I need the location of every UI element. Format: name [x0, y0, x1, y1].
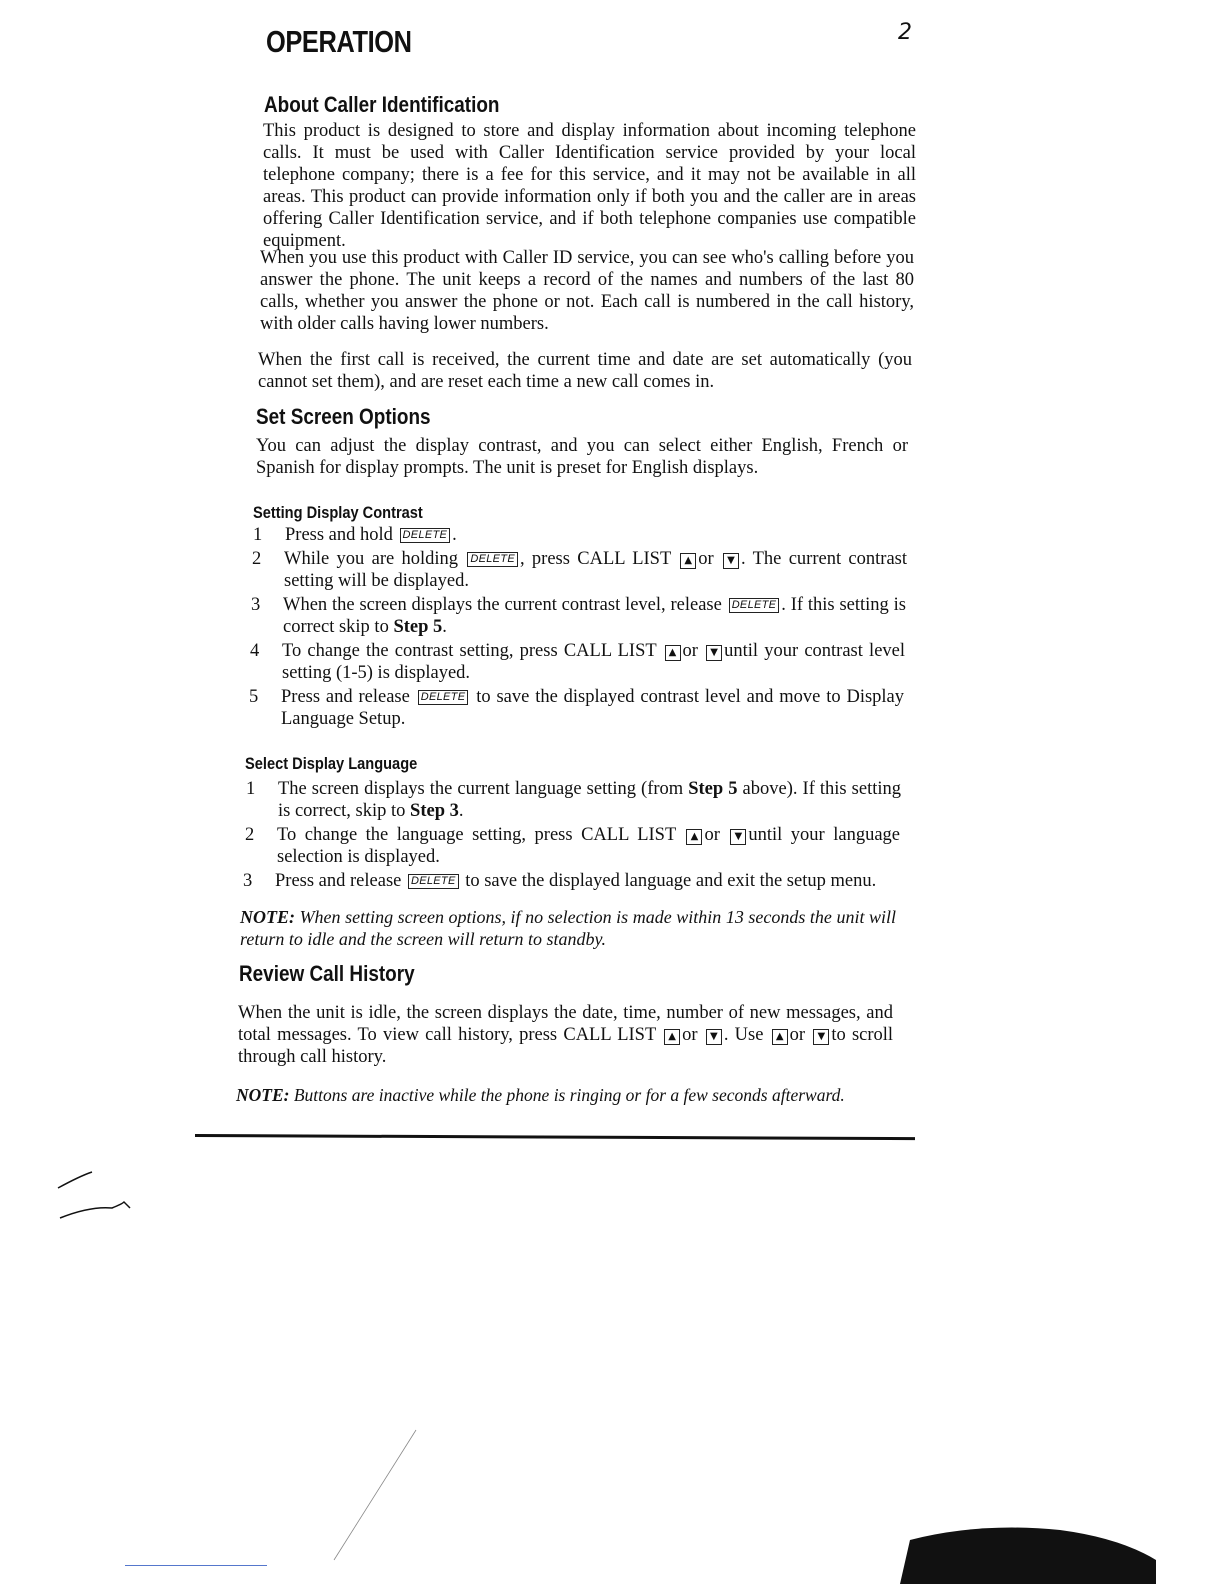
- step-text: To change the language setting, press CALL LIST: [277, 825, 676, 845]
- step-text: to save the displayed contrast level and move to Display Language Setup.: [281, 687, 905, 729]
- screen-options-note: [240, 906, 896, 950]
- contrast-step-1: [253, 524, 908, 546]
- screen-options-heading: Set Screen Options: [256, 404, 431, 429]
- paragraph-text: or: [789, 1025, 806, 1045]
- step-text: . If this setting is correct skip to: [283, 595, 906, 637]
- note-label: NOTE:: [240, 907, 295, 927]
- note-text: Buttons are inactive while the phone is ringing or for a few seconds afterward.: [293, 1085, 845, 1105]
- caller-id-paragraph-2: When you use this product with Caller ID service, you can see who's calling before you answer the phone. The unit keeps a record of the names and numbers of the last 80 calls, whether you answer the phone or not. Each call is numbered in the call history, with older calls having lower numbers.: [260, 248, 914, 334]
- step-reference: Step 5: [393, 617, 443, 637]
- step-reference: Step 5: [688, 779, 738, 799]
- contrast-step-5: [249, 686, 904, 730]
- step-text: To change the contrast setting, press CALL LIST: [282, 641, 657, 661]
- caller-id-paragraph-3: When the first call is received, the current time and date are set automatically (you cannot set them), and are reset each time a new call comes in.: [258, 350, 912, 392]
- step-text: While you are holding: [284, 549, 459, 569]
- step-text: . The current contrast setting will be displayed.: [284, 549, 907, 591]
- step-text: .: [458, 801, 464, 821]
- page-number: 2: [898, 20, 912, 45]
- step-text: to save the displayed language and exit the setup menu.: [465, 871, 877, 891]
- down-arrow-key-icon: ▼: [706, 645, 722, 661]
- step-number: 2: [252, 549, 262, 569]
- down-arrow-key-icon: ▼: [723, 553, 739, 569]
- call-history-note: [236, 1084, 896, 1106]
- caller-id-paragraph-1: This product is designed to store and display information about incoming telephone calls. It must be used with Caller Identification service provided by your local telephone company; there is a fee for this service, and it may not be available in all areas. This product can provide information only if both you and the caller are in areas offering Caller Identification service, and if both telephone companies use compatible equipment.: [263, 121, 916, 251]
- step-number: 3: [243, 871, 253, 891]
- section-divider: [195, 1134, 915, 1140]
- step-text: or: [704, 825, 720, 845]
- step-text: above). If this setting is correct, skip to: [278, 779, 902, 821]
- delete-key-icon: DELETE: [418, 690, 469, 705]
- up-arrow-key-icon: ▲: [686, 829, 702, 845]
- step-text: Press and release: [275, 871, 402, 891]
- step-number: 4: [250, 641, 260, 661]
- scan-shadow-icon: [860, 1500, 1160, 1584]
- language-step-3: [243, 870, 898, 892]
- down-arrow-key-icon: ▼: [706, 1029, 722, 1045]
- contrast-step-2: [252, 548, 907, 592]
- up-arrow-key-icon: ▲: [664, 1029, 680, 1045]
- up-arrow-key-icon: ▲: [680, 553, 696, 569]
- call-history-heading: Review Call History: [239, 961, 415, 986]
- step-text: The screen displays the current language setting (from: [278, 779, 684, 799]
- call-history-paragraph: [238, 1002, 893, 1068]
- delete-key-icon: DELETE: [408, 874, 459, 889]
- step-text: or: [698, 549, 714, 569]
- step-number: 5: [249, 687, 259, 707]
- step-number: 1: [253, 525, 263, 545]
- step-text: until your language selection is displayed.: [277, 825, 901, 867]
- step-number: 3: [251, 595, 261, 615]
- note-label: NOTE:: [236, 1085, 290, 1105]
- scan-underline: [125, 1565, 267, 1566]
- step-text: , press CALL LIST: [519, 549, 671, 569]
- step-text: Press and release: [281, 687, 410, 707]
- page-title: OPERATION: [266, 24, 412, 59]
- contrast-step-3: [251, 594, 906, 638]
- step-text: Press and hold: [285, 525, 393, 545]
- paragraph-text: to scroll through call history.: [238, 1025, 894, 1067]
- caller-id-heading: About Caller Identification: [264, 92, 500, 117]
- display-language-heading: Select Display Language: [245, 754, 418, 773]
- language-step-2: [245, 824, 900, 868]
- paragraph-text: . Use: [723, 1025, 764, 1045]
- step-text: until your contrast level setting (1-5) is displayed.: [282, 641, 906, 683]
- contrast-step-4: [250, 640, 905, 684]
- paragraph-text: When the unit is idle, the screen displays the date, time, number of new messages, and total messages. To view call history, press CALL LIST: [238, 1003, 893, 1045]
- paragraph-text: or: [682, 1025, 698, 1045]
- up-arrow-key-icon: ▲: [665, 645, 681, 661]
- display-contrast-heading: Setting Display Contrast: [253, 503, 423, 522]
- language-step-1: [246, 778, 901, 822]
- stray-line-icon: [320, 1420, 430, 1570]
- down-arrow-key-icon: ▼: [730, 829, 746, 845]
- step-text: or: [682, 641, 698, 661]
- step-text: .: [452, 525, 457, 545]
- step-text: .: [442, 617, 447, 637]
- step-number: 1: [246, 779, 256, 799]
- delete-key-icon: DELETE: [729, 598, 780, 613]
- delete-key-icon: DELETE: [467, 552, 518, 567]
- pen-mark-icon: [50, 1160, 140, 1230]
- note-text: When setting screen options, if no selection is made within 13 seconds the unit will return to idle and the screen will return to standby.: [240, 907, 896, 949]
- up-arrow-key-icon: ▲: [772, 1029, 788, 1045]
- delete-key-icon: DELETE: [400, 528, 451, 543]
- step-reference: Step 3: [410, 801, 459, 821]
- step-text: When the screen displays the current contrast level, release: [283, 595, 722, 615]
- down-arrow-key-icon: ▼: [813, 1029, 829, 1045]
- screen-options-paragraph: You can adjust the display contrast, and you can select either English, French or Spanish for display prompts. The unit is preset for English displays.: [256, 436, 908, 478]
- step-number: 2: [245, 825, 255, 845]
